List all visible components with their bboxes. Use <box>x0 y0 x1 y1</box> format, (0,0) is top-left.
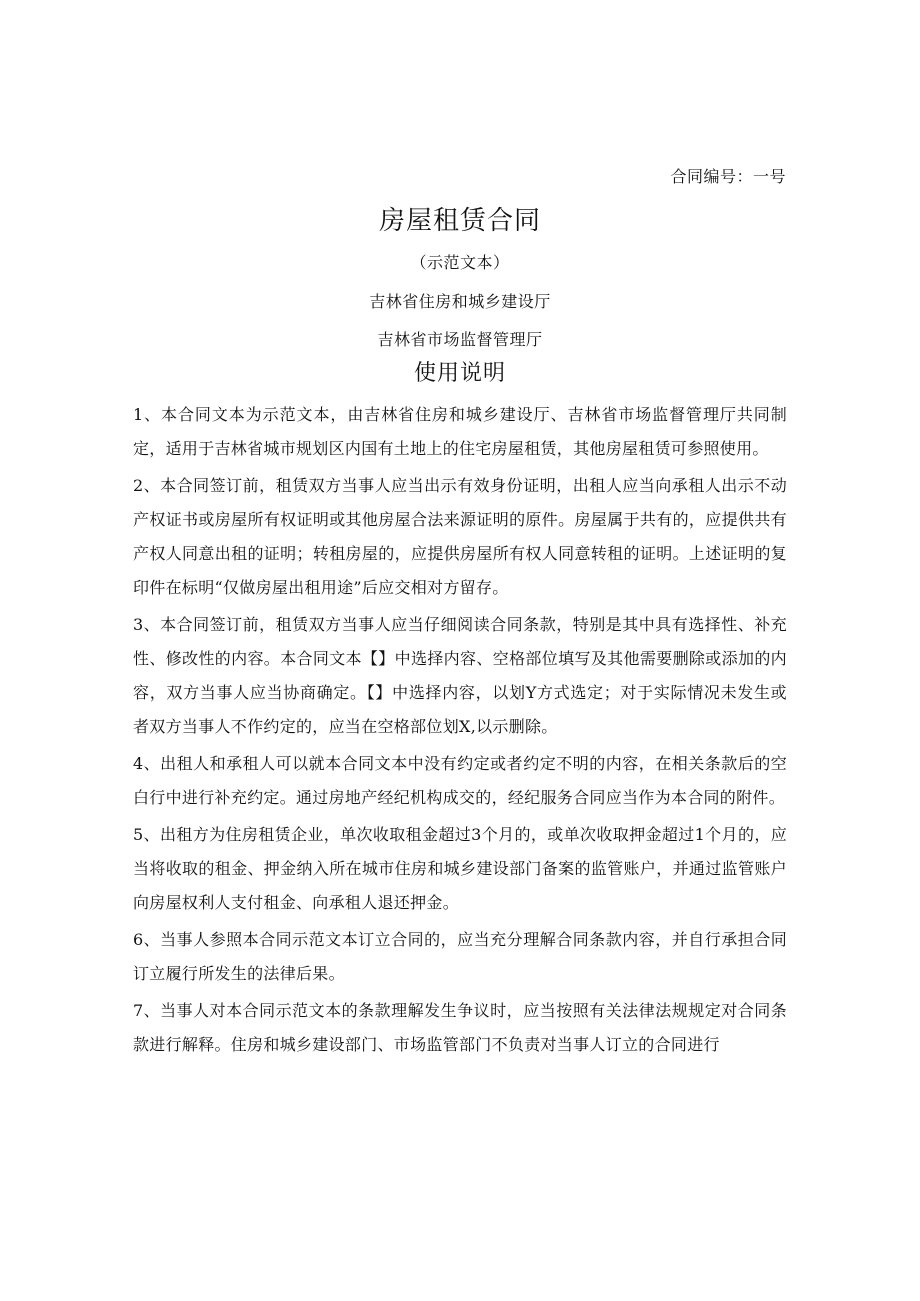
issuer-housing-department: 吉林省住房和城乡建设厅 <box>369 292 551 311</box>
instruction-item-4: 4、出租人和承租人可以就本合同文本中没有约定或者约定不明的内容，在相关条款后的空白行中进行补充约定。通过房地产经纪机构成交的，经纪服务合同应当作为本合同的附件。 <box>133 754 787 807</box>
section-title-instructions: 使用说明 <box>413 361 506 386</box>
contract-number: 合同编号：一号 <box>670 167 786 186</box>
document-title: 房屋租赁合同 <box>378 206 541 236</box>
instruction-item-2: 2、本合同签订前，租赁双方当事人应当出示有效身份证明，出租人应当向承租人出示不动产权证书或房屋所有权证明或其他房屋合法来源证明的原件。房屋属于共有的，应提供共有产权人同意出租的证明；转租房屋的，应提供房屋所有权人同意转租的证明。上述证明的复印件在标明“仅做房屋出租用途”后应交相对方留存。 <box>133 476 787 597</box>
document-subtitle: （示范文本） <box>410 253 510 272</box>
issuer-market-supervision-department: 吉林省市场监督管理厅 <box>377 330 543 349</box>
instructions-list <box>133 398 787 1065</box>
instruction-item-5: 5、出租方为住房租赁企业，单次收取租金超过3个月的，或单次收取押金超过1个月的，应当将收取的租金、押金纳入所在城市住房和城乡建设部门备案的监管账户，并通过监管账户向房屋权利人支付租金、向承租人退还押金。 <box>133 825 787 912</box>
instruction-item-1: 1、本合同文本为示范文本，由吉林省住房和城乡建设厅、吉林省市场监督管理厅共同制定，适用于吉林省城市规划区内国有土地上的住宅房屋租赁，其他房屋租赁可参照使用。 <box>133 405 787 458</box>
instruction-item-6: 6、当事人参照本合同示范文本订立合同的，应当充分理解合同条款内容，并自行承担合同订立履行所发生的法律后果。 <box>133 930 787 983</box>
instruction-item-7: 7、当事人对本合同示范文本的条款理解发生争议时，应当按照有关法律法规规定对合同条款进行解释。住房和城乡建设部门、市场监管部门不负责对当事人订立的合同进行 <box>133 1001 787 1054</box>
instruction-item-3: 3、本合同签订前，租赁双方当事人应当仔细阅读合同条款，特别是其中具有选择性、补充性、修改性的内容。本合同文本【】中选择内容、空格部位填写及其他需要删除或添加的内容，双方当事人应当协商确定。【】中选择内容，以划Y方式选定；对于实际情况未发生或者双方当事人不作约定的，应当在空格部位划X,以示删除。 <box>133 615 787 736</box>
